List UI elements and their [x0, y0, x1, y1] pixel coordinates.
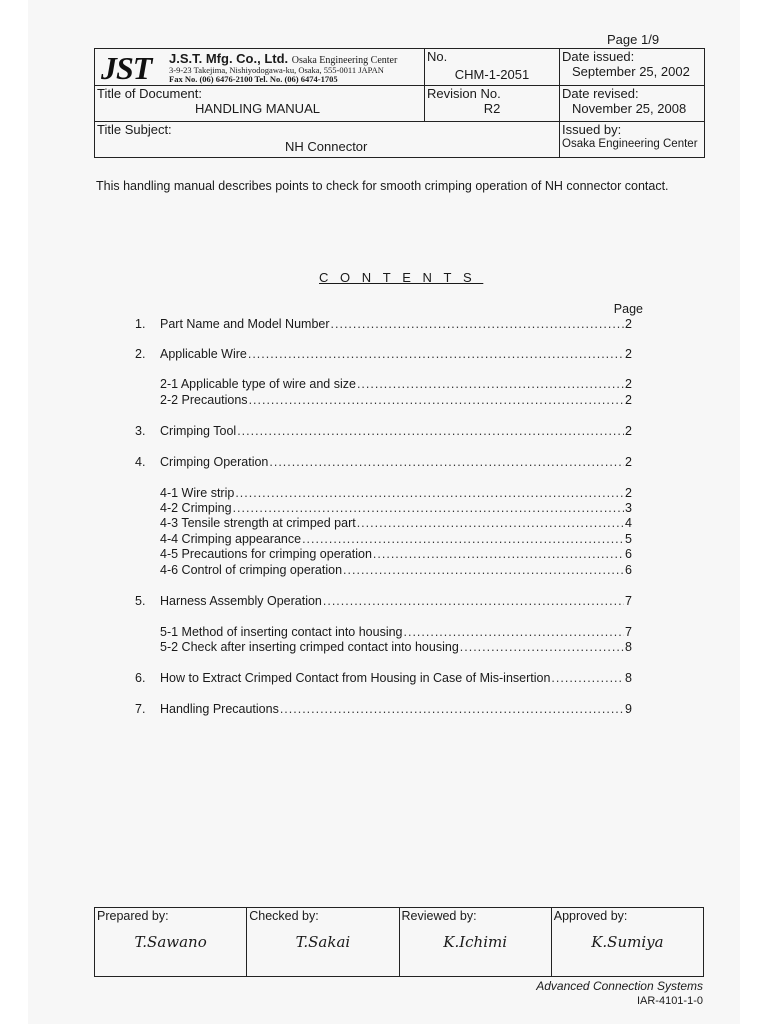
toc-leader-dots — [302, 532, 624, 546]
toc-leader-dots — [269, 455, 624, 469]
title-subject-label: Title Subject: — [97, 122, 172, 137]
toc-entry — [135, 702, 632, 718]
toc-page-number: 2 — [625, 486, 632, 500]
toc-title: Crimping Operation — [160, 455, 269, 469]
toc-number: 5. — [135, 594, 146, 608]
signature-name: K.Sumiya — [591, 933, 664, 951]
toc-leader-dots — [357, 516, 624, 530]
toc-leader-dots — [331, 317, 625, 331]
signature-name: K.Ichimi — [443, 933, 508, 951]
toc-leader-dots — [460, 640, 624, 654]
toc-title: 4-2 Crimping — [160, 501, 232, 515]
toc-page-number: 3 — [625, 501, 632, 515]
toc-title: Handling Precautions — [160, 702, 279, 716]
toc-page-number: 6 — [625, 547, 632, 561]
toc-page-number: 5 — [625, 532, 632, 546]
toc-title: 4-3 Tensile strength at crimped part — [160, 516, 356, 530]
toc-title: How to Extract Crimped Contact from Housing in Case of Mis-insertion — [160, 671, 551, 685]
toc-leader-dots — [323, 594, 624, 608]
signature-role-label: Prepared by: — [97, 909, 169, 923]
toc-leader-dots — [248, 347, 624, 361]
signature-role-label: Checked by: — [249, 909, 319, 923]
toc-leader-dots — [233, 501, 624, 515]
company-cell — [95, 49, 425, 86]
signature-cell — [399, 908, 551, 977]
date-revised-label: Date revised: — [562, 86, 639, 101]
toc-page-number: 2 — [625, 424, 632, 438]
toc-page-number: 2 — [625, 377, 632, 391]
signature-name: T.Sawano — [134, 933, 207, 951]
title-document-cell — [95, 86, 425, 122]
issued-by-label: Issued by: — [562, 122, 622, 137]
footer-company: Advanced Connection Systems — [536, 979, 703, 993]
toc-title: Crimping Tool — [160, 424, 237, 438]
signature-role-label: Reviewed by: — [401, 909, 477, 923]
date-issued-label: Date issued: — [562, 49, 635, 64]
issued-by-value: Osaka Engineering Center — [562, 138, 698, 150]
document-header-table — [94, 48, 705, 158]
toc-page-number: 2 — [625, 455, 632, 469]
title-document-value: HANDLING MANUAL — [195, 101, 320, 116]
toc-entry — [135, 640, 632, 656]
toc-leader-dots — [373, 547, 624, 561]
intro-text: This handling manual describes points to check for smooth crimping operation of NH connector contact. — [96, 179, 669, 193]
toc-number: 1. — [135, 317, 146, 331]
doc-number-label: No. — [427, 49, 448, 64]
signature-name: T.Sakai — [295, 933, 351, 951]
toc-entry — [135, 625, 632, 641]
toc-page-number: 2 — [625, 317, 632, 331]
toc-page-number: 7 — [625, 625, 632, 639]
title-subject-cell — [95, 122, 560, 158]
toc-page-number: 4 — [625, 516, 632, 530]
toc-title: 5-2 Check after inserting crimped contact into housing — [160, 640, 459, 654]
toc-title: 2-2 Precautions — [160, 393, 248, 407]
toc-title: 2-1 Applicable type of wire and size — [160, 377, 356, 391]
title-document-label: Title of Document: — [97, 86, 203, 101]
toc-number: 3. — [135, 424, 146, 438]
toc-page-number: 8 — [625, 671, 632, 685]
toc-page-number: 6 — [625, 563, 632, 577]
toc-page-number: 7 — [625, 594, 632, 608]
toc-leader-dots — [343, 563, 624, 577]
toc-title: 4-5 Precautions for crimping operation — [160, 547, 372, 561]
toc-entry — [135, 486, 632, 502]
signature-cell — [551, 908, 703, 977]
toc-entry — [135, 455, 632, 471]
toc-title: Applicable Wire — [160, 347, 247, 361]
toc-entry — [135, 347, 632, 363]
toc-number: 4. — [135, 455, 146, 469]
toc-leader-dots — [280, 702, 624, 716]
toc-number: 7. — [135, 702, 146, 716]
toc-entry — [135, 547, 632, 563]
date-revised-value: November 25, 2008 — [572, 101, 687, 116]
toc-entry — [135, 532, 632, 548]
toc-title: 4-4 Crimping appearance — [160, 532, 302, 546]
toc-title: 4-1 Wire strip — [160, 486, 235, 500]
toc-page-number: 2 — [625, 347, 632, 361]
toc-leader-dots — [237, 424, 624, 438]
toc-title: 4-6 Control of crimping operation — [160, 563, 343, 577]
toc-entry — [135, 594, 632, 610]
signature-role-label: Approved by: — [553, 909, 628, 923]
issued-by-cell — [560, 122, 705, 158]
toc-title: Harness Assembly Operation — [160, 594, 322, 608]
toc-number: 2. — [135, 347, 146, 361]
toc-entry — [135, 377, 632, 393]
revision-label: Revision No. — [427, 86, 501, 101]
toc-page-header: Page — [613, 302, 643, 316]
doc-number-cell — [425, 49, 560, 86]
title-subject-value: NH Connector — [285, 139, 368, 154]
toc-page-number: 8 — [625, 640, 632, 654]
toc-entry — [135, 317, 632, 333]
toc-entry — [135, 671, 632, 687]
toc-number: 6. — [135, 671, 146, 685]
page-number: Page 1/9 — [607, 32, 660, 47]
signature-cell — [247, 908, 399, 977]
date-revised-cell — [560, 86, 705, 122]
date-issued-value: September 25, 2002 — [572, 64, 690, 79]
toc-entry — [135, 563, 632, 579]
toc-entry — [135, 393, 632, 409]
approval-table — [94, 907, 704, 977]
toc-leader-dots — [404, 625, 625, 639]
toc-leader-dots — [551, 671, 624, 685]
signature-cell — [95, 908, 247, 977]
toc-entry — [135, 424, 632, 440]
toc-leader-dots — [357, 377, 624, 391]
toc-entry — [135, 516, 632, 532]
date-issued-cell — [560, 49, 705, 86]
toc-title: Part Name and Model Number — [160, 317, 330, 331]
footer-form-code: IAR-4101-1-0 — [636, 995, 703, 1007]
company-logo: JST — [101, 50, 152, 86]
toc-leader-dots — [249, 393, 624, 407]
engineering-center: Osaka Engineering Center — [291, 55, 398, 66]
toc-page-number: 9 — [625, 702, 632, 716]
revision-cell — [425, 86, 560, 122]
company-address: 3-9-23 Takejima, Nishiyodogawa-ku, Osaka, 555-0011 JAPAN Fax No. (06) 6476-2100 Tel. No. (06) 6474-1705 — [169, 65, 384, 84]
company-name: J.S.T. Mfg. Co., Ltd. Osaka Engineering Center — [169, 51, 398, 66]
toc-entry — [135, 501, 632, 517]
toc-title: 5-1 Method of inserting contact into housing — [160, 625, 403, 639]
revision-value: R2 — [483, 101, 501, 116]
toc-leader-dots — [235, 486, 624, 500]
contents-heading: CONTENTS — [319, 270, 484, 285]
toc-page-number: 2 — [625, 393, 632, 407]
doc-number-value: CHM-1-2051 — [454, 67, 530, 82]
